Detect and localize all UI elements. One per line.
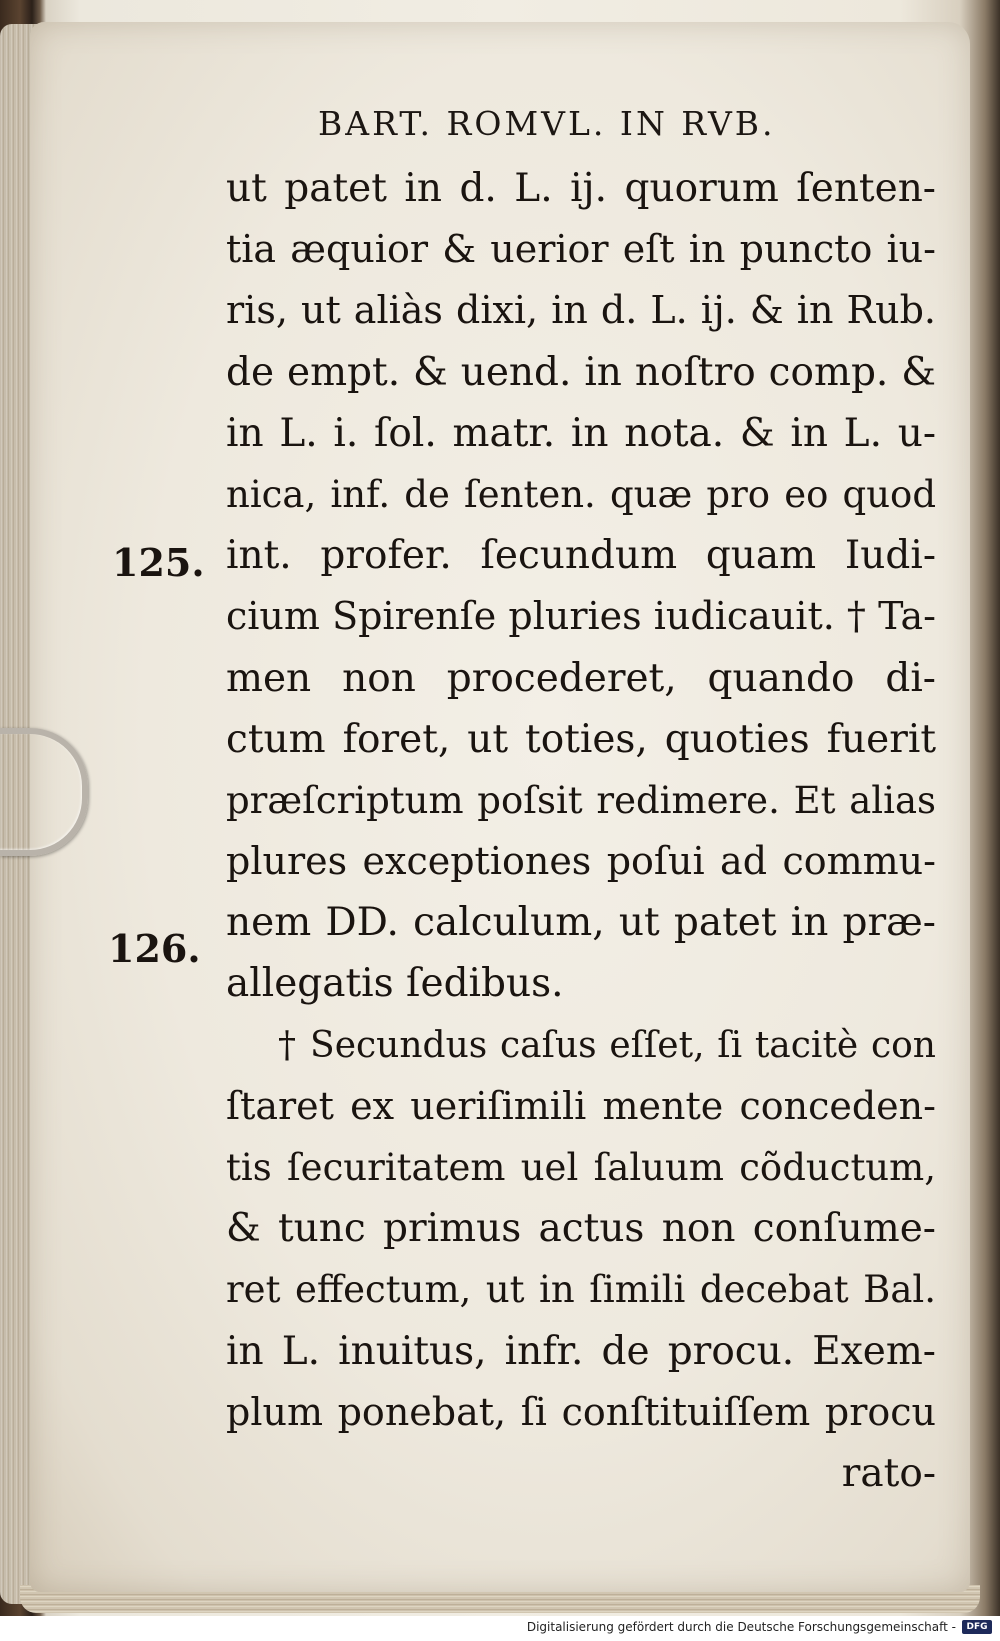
text-line: in L. i. ſol. matr. in nota. & in L. u- [226, 410, 936, 456]
footer-bar [0, 1616, 1000, 1641]
text-line: plum ponebat, ſi conſtituiſſem procu [226, 1389, 936, 1434]
text-line: ris, ut aliàs dixi, in d. L. ij. & in Rub. [226, 288, 936, 333]
text-line: cium Spirenſe pluries iudicauit. † Ta- [226, 594, 936, 639]
text-line: præſcriptum poſsit redimere. Et alias [226, 778, 936, 822]
text-line: de empt. & uend. in noſtro comp. & [226, 349, 936, 395]
text-line: plures exceptiones poſui ad commu- [226, 839, 936, 884]
text-line: nem DD. calculum, ut patet in præ- [226, 900, 936, 946]
text-line: allegatis ſedibus. [226, 961, 564, 1007]
body-text [226, 158, 936, 1504]
text-line: int. profer. ſecundum quam Iudi- [226, 533, 936, 579]
catchword: rato- [841, 1450, 936, 1496]
text-line: † Secundus caſus eſſet, ſi tacitè con [278, 1024, 936, 1066]
text-line: ret effectum, ut in ſimili decebat Bal. [226, 1268, 936, 1312]
running-head: BART. ROMVL. IN RVB. [318, 104, 776, 143]
margin-number-126: 126. [108, 926, 201, 971]
text-line: tis ſecuritatem uel ſaluum cõductum, [226, 1146, 936, 1189]
text-line: ut patet in d. L. ij. quorum ſenten- [226, 166, 936, 211]
text-line: ctum foret, ut toties, quoties fuerit [226, 716, 936, 762]
text-line: men non procederet, quando di- [226, 655, 936, 701]
dfg-logo: DFG [962, 1620, 992, 1634]
margin-number-125: 125. [112, 540, 205, 585]
text-line: tia æquior & uerior eſt in puncto iu- [226, 227, 936, 272]
footer-credit: Digitalisierung gefördert durch die Deutsche Forschungsgemeinschaft - [526, 1620, 956, 1634]
text-line: in L. inuitus, infr. de procu. Exem- [226, 1328, 936, 1374]
text-line: & tunc primus actus non conſume- [226, 1206, 936, 1252]
text-line: nica, inf. de ſenten. quæ pro eo quod [226, 472, 936, 516]
text-line: ſtaret ex ueriſimili mente conceden- [226, 1083, 936, 1128]
